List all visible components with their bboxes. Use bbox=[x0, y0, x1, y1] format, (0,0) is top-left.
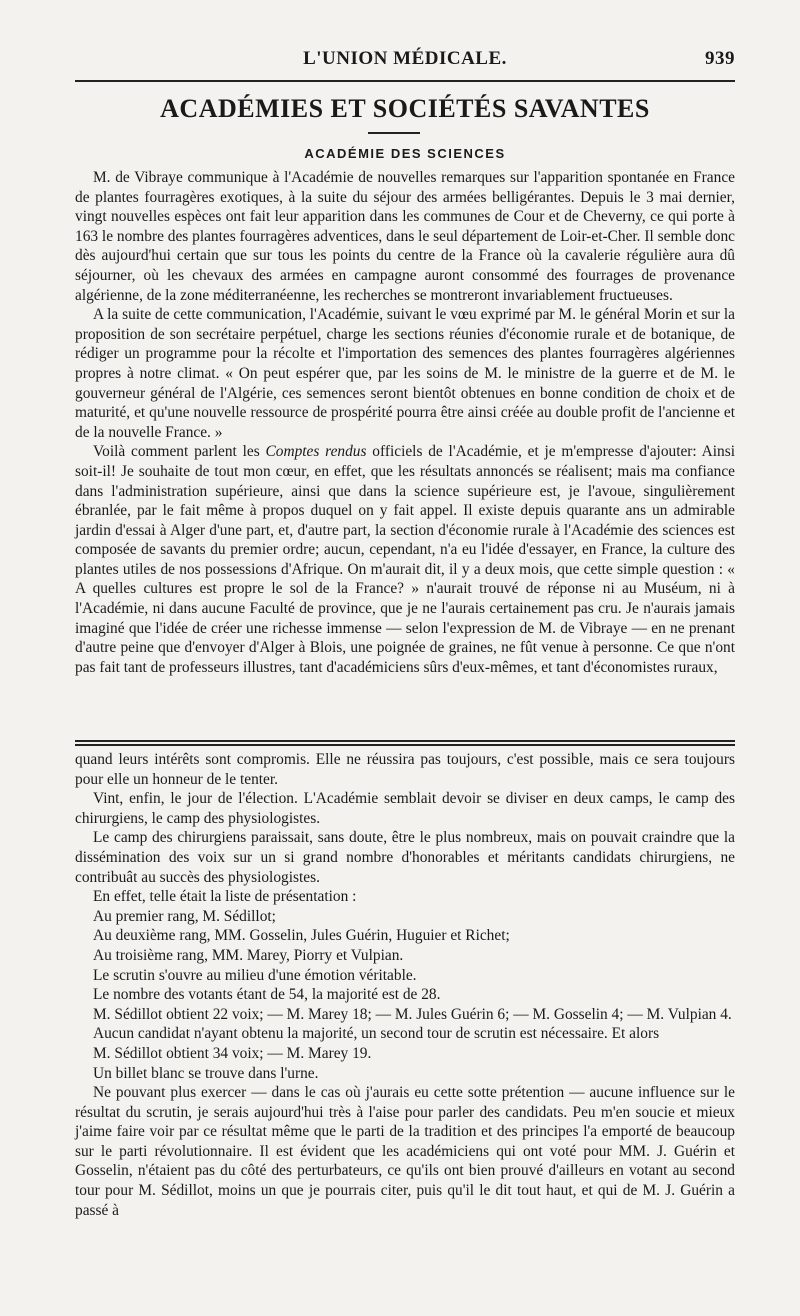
paragraph: Ne pouvant plus exercer — dans le cas où j'aurais eu cette sotte prétention — aucune influence sur le résultat du scrutin, je serais aujourd'hui très à l'aise pour parler des candidats. Peu m'en soucie et mieux j'aime faire voir par ce résultat même que le parti de la tradition et des principes l'a emporté de beaucoup sur le parti révolutionnaire. Il est évident que les académiciens qui ont voté pour MM. J. Guérin et Gosselin, n'étaient pas du côté des perturbateurs, ce qu'ils ont bien prouvé d'ailleurs en votant au second tour pour M. Sédillot, moins un que je pourrais citer, puis qu'il le dit tout haut, et qui de M. J. Guérin a passé à bbox=[75, 1084, 735, 1219]
list-line: Au troisième rang, MM. Marey, Piorry et Vulpian. bbox=[93, 946, 404, 964]
paragraph: Vint, enfin, le jour de l'élection. L'Académie semblait devoir se diviser en deux camps, le camp des chirurgiens, le camp des physiologistes. bbox=[75, 790, 735, 827]
paragraph-text: Voilà comment parlent les bbox=[93, 443, 266, 461]
paragraph: En effet, telle était la liste de présentation : bbox=[93, 888, 357, 906]
title-rule bbox=[368, 132, 420, 134]
article-bottom bbox=[75, 750, 735, 1220]
list-line: Au deuxième rang, MM. Gosselin, Jules Guérin, Huguier et Richet; bbox=[93, 927, 510, 945]
list-line: M. Sédillot obtient 34 voix; — M. Marey 19. bbox=[93, 1044, 372, 1062]
subsection-title: ACADÉMIE DES SCIENCES bbox=[304, 146, 506, 161]
paragraph-text: officiels de l'Académie, et je m'empresse d'ajouter: Ainsi soit-il! Je souhaite de tout mon cœur, en effet, que les résultats annoncés se réalisent; mais ma confiance dans l'administration supérieure, ainsi que dans la science supérieure est, je l'avoue, singulièrement ébranlée, par le fait même à propos duquel on y fait appel. Il existe depuis quarante ans un admirable jardin d'essai à Alger d'une part, et, d'autre part, la section d'économie rurale à l'Académie des sciences est composée de savants du premier ordre; aucun, cependant, n'a eu l'idée d'essayer, en France, la culture des plantes utiles de nos possessions d'Afrique. On m'aurait dit, il y a deux mois, que cette simple question : « A quelles cultures est propre le sol de la France? » n'aurait trouvé de réponse ni au Muséum, ni à l'Académie, ni dans aucune Faculté de province, que je ne l'aurais certainement pas cru. Je n'aurais jamais imaginé que l'idée de créer une richesse immense — selon l'expression de M. de Vibraye — en ne prenant d'autre peine que d'envoyer d'Alger à Blois, une poignée de graines, ne fût venue à personne. Ce que n'ont pas fait tant de professeurs illustres, tant d'académiciens sûrs d'eux-mêmes, et tant d'économistes ruraux, bbox=[75, 443, 736, 676]
list-line: Au premier rang, M. Sédillot; bbox=[93, 907, 276, 925]
paragraph: Aucun candidat n'ayant obtenu la majorité, un second tour de scrutin est nécessaire. Et alors bbox=[93, 1025, 660, 1043]
italic-title: Comptes rendus bbox=[265, 443, 367, 461]
paragraph bbox=[75, 442, 735, 677]
paragraph: quand leurs intérêts sont compromis. Elle ne réussira pas toujours, c'est possible, mais ce sera toujours pour elle un honneur de le tenter. bbox=[75, 751, 735, 788]
paragraph: Le camp des chirurgiens paraissait, sans doute, être le plus nombreux, mais on pouvait craindre que la dissémination des voix sur un si grand nombre d'honorables et méritants candidats chirurgiens, ne contribuât au succès des physiologistes. bbox=[75, 829, 735, 886]
column-divider-rule bbox=[75, 744, 735, 746]
article-top bbox=[75, 168, 735, 677]
list-line: Le scrutin s'ouvre au milieu d'une émotion véritable. bbox=[93, 966, 417, 984]
page-number: 939 bbox=[705, 48, 735, 69]
journal-title: L'UNION MÉDICALE. bbox=[303, 48, 507, 69]
running-header bbox=[75, 48, 735, 78]
paragraph: M. Sédillot obtient 22 voix; — M. Marey 18; — M. Jules Guérin 6; — M. Gosselin 4; — M. Vulpian 4. bbox=[93, 1005, 732, 1023]
section-title: ACADÉMIES ET SOCIÉTÉS SAVANTES bbox=[160, 94, 650, 123]
list-line: Le nombre des votants étant de 54, la majorité est de 28. bbox=[93, 986, 441, 1004]
paragraph: A la suite de cette communication, l'Académie, suivant le vœu exprimé par M. le général Morin et sur la proposition de son secrétaire perpétuel, charge les sections réunies d'économie rurale et de botanique, de rédiger un programme pour la récolte et l'importation des semences des plantes fourragères algériennes propres à notre climat. « On peut espérer que, par les soins de M. le ministre de la guerre et de M. le gouverneur général de l'Algérie, ces semences seront bientôt obtenues en bonne condition de choix et de maturité, et qu'une nouvelle ressource de prospérité pourra être ainsi créée au double profit de l'ancienne et de la nouvelle France. » bbox=[75, 306, 735, 441]
paragraph: M. de Vibraye communique à l'Académie de nouvelles remarques sur l'apparition spontanée en France de plantes fourragères exotiques, à la suite du séjour des armées belligérantes. Depuis le 3 mai dernier, vingt nouvelles espèces ont fait leur apparition dans les communes de Cour et de Cheverny, ce qui porte à 163 le nombre des plantes fourragères adventices, dans le seul département de Loir-et-Cher. Il semble donc dès aujourd'hui certain que sur tous les points du centre de la France où la cavalerie régulière aura dû séjourner, où les chevaux des armées en campagne auront consommé des fourrages de provenance algérienne, de la zone méditerranéenne, les recherches se montreront invariablement fructueuses. bbox=[75, 169, 735, 304]
list-line: Un billet blanc se trouve dans l'urne. bbox=[93, 1064, 319, 1082]
header-rule bbox=[75, 80, 735, 82]
column-divider-rule bbox=[75, 740, 735, 742]
